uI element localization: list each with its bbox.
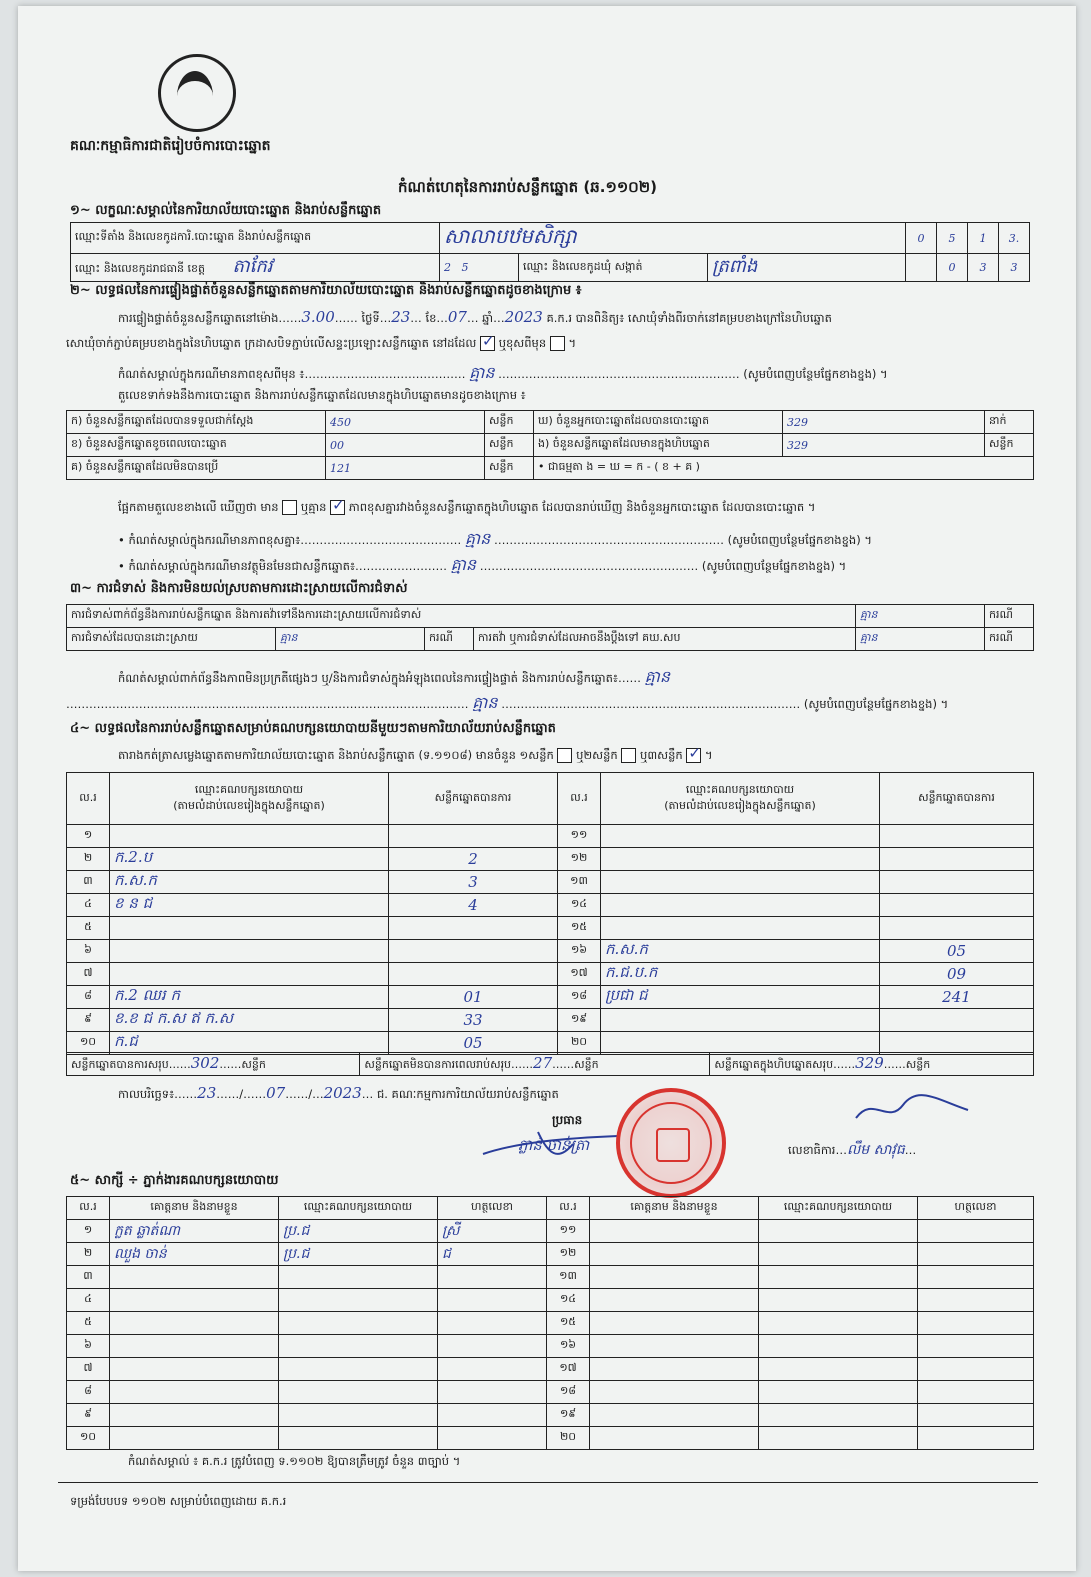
commune-code-digit: 3: [999, 254, 1030, 282]
province-value: តាកែវ: [232, 256, 273, 277]
witness-name: [110, 1427, 279, 1450]
row-number: ១៩: [558, 1009, 601, 1032]
row-number: ២: [67, 1243, 110, 1266]
row-number: ២០: [547, 1427, 590, 1450]
witness-body: [67, 1220, 1034, 1450]
party-name: [601, 848, 880, 871]
witness-name: [110, 1289, 279, 1312]
row-number: ១៧: [558, 963, 601, 986]
party-name: ក.ជ: [110, 1032, 389, 1055]
valid-votes: [880, 825, 1034, 848]
row-number: ៧: [67, 963, 110, 986]
party-name: ប្រជា ជ: [601, 986, 880, 1009]
witness-signature: ជ: [438, 1243, 547, 1266]
row-number: ៦: [67, 940, 110, 963]
party-name: ក.ស.ក: [601, 940, 880, 963]
secretary-name: លឹម សាវុធ: [846, 1142, 905, 1158]
row-number: ៧: [67, 1358, 110, 1381]
figures-intro: តួលេខទាក់ទងនឹងការបោះឆ្នោត និងការរាប់សន្លឹកឆ្នោតដែលមានក្នុងហិបឆ្នោតមានដូចខាងក្រោម ៖: [118, 388, 526, 402]
witness-signature: [918, 1220, 1034, 1243]
row-number: ៣: [67, 1266, 110, 1289]
party-name: [601, 1009, 880, 1032]
section1-table: [70, 222, 1030, 282]
valid-votes: [389, 917, 558, 940]
resolved-objections-count: គ្មាន: [276, 628, 425, 651]
table-row: [67, 1009, 1034, 1032]
valid-votes: [880, 871, 1034, 894]
row-number: ៦: [67, 1335, 110, 1358]
witness-name: [590, 1404, 759, 1427]
row-number: ៣: [67, 871, 110, 894]
table-row: [67, 1358, 1034, 1381]
table-row: [67, 1381, 1034, 1404]
witness-signature: [438, 1427, 547, 1450]
footer-divider: [58, 1482, 1038, 1483]
ballot-figures-table: ក) ចំនួនសន្លឹកឆ្នោតដែលបានទទួលជាក់ស្ដែង 450 សន្លឹក ឃ) ចំនួនអ្នកបោះឆ្នោតដែលបានបោះឆ្នោត 329 នាក់ ខ) ចំនួនសន្លឹកឆ្នោតខូចពេលបោះឆ្នោត 00 សន្លឹក ង) ចំនួនសន្លឹកឆ្នោតដែលមានក្នុងហិបឆ្នោត 329 សន្លឹក គ) ចំនួនសន្លឹកឆ្នោតដែលមិនបានប្រើ 121 សន្លឹក • ជាធម្មតា ង = ឃ = ក - ( ខ + គ ): [66, 410, 1034, 480]
irregularity-note-line: កំណត់សម្គាល់ពាក់ព័ន្ធនឹងភាពមិនប្រក្រតីផ្សេងៗ ឬ/និងការជំទាស់ក្នុងអំឡុងពេលនៃការផ្ទៀងផ្ទាត់ និងការរាប់សន្លឹកឆ្នោត៖…… គ្មាន: [118, 667, 670, 686]
total-invalid-cell: សន្លឹកឆ្នោតមិនបានការពេលរាប់សរុប……27……សន្លឹក: [360, 1053, 710, 1076]
valid-votes: [880, 894, 1034, 917]
witness-name: [590, 1427, 759, 1450]
witness-name: [590, 1335, 759, 1358]
valid-votes: 33: [389, 1009, 558, 1032]
witness-name: [110, 1404, 279, 1427]
witness-name: [110, 1312, 279, 1335]
formula-note: • ជាធម្មតា ង = ឃ = ក - ( ខ + គ ): [534, 457, 1034, 480]
no-difference-checkbox[interactable]: [330, 500, 345, 515]
witness-party: [279, 1335, 438, 1358]
party-name: ខ.ខ ជ ក.ស ឥ ក.ស: [110, 1009, 389, 1032]
province-label: ឈ្មោះ និងលេខកូដរាជធានី ខេត្ត តាកែវ: [71, 254, 440, 282]
station-label: ឈ្មោះទីតាំង និងលេខកូដការិ.បោះឆ្នោត និងរាប់សន្លឹកឆ្នោត: [71, 223, 440, 254]
secretary-line: លេខាធិការ…លឹម សាវុធ…: [788, 1142, 917, 1158]
row-number: ១៨: [558, 986, 601, 1009]
table-row: [67, 894, 1034, 917]
tally-sheet-line: តារាងកត់ត្រាសម្លេងឆ្នោតតាមការិយាល័យបោះឆ្នោត និងរាប់សន្លឹកឆ្នោត (ទ.១១០៨) មានចំនួន ១សន្លឹក ឬ២សន្លឹក ឬ៣សន្លឹក ✓ ។: [118, 748, 713, 765]
row-number: ១៨: [547, 1381, 590, 1404]
has-difference-checkbox[interactable]: [282, 500, 297, 515]
commune-value: ត្រពាំង: [708, 254, 906, 282]
totals-table: [66, 1052, 1034, 1076]
valid-votes: [880, 917, 1034, 940]
witness-name: [590, 1312, 759, 1335]
witness-signature: [438, 1404, 547, 1427]
witness-party: [759, 1358, 918, 1381]
valid-votes: 05: [880, 940, 1034, 963]
witness-party: [759, 1243, 918, 1266]
two-sheets-checkbox[interactable]: [621, 748, 636, 763]
form-title: កំណត់ហេតុនៃការរាប់សន្លឹកឆ្នោត (ឆ.១១០២): [398, 178, 658, 196]
witness-table: ល.រ គោត្តនាម និងនាមខ្លួន ឈ្មោះគណបក្សនយោបាយ ហត្ថលេខា ល.រ គោត្តនាម និងនាមខ្លួន ឈ្មោះគណបក្សនយោបាយ ហត្ថលេខា ១ ក្លត ឆ្លាត់ណា ប្រ.ជ ស្រី ១១ ២ ឈួង ចាន់ ប្រ.ជ ជ ១២ ៣ ១៣ ៤ ១៤ ៥ ១៥ ៦ ១៦ ៧ ១៧ ៨ ១៨ ៩ ១៩ ១០ ២០: [66, 1196, 1034, 1450]
row-number: ៩: [67, 1404, 110, 1427]
table-row: [67, 1427, 1034, 1450]
witness-name: [110, 1381, 279, 1404]
row-number: ១៣: [558, 871, 601, 894]
station-code-digit: 3.: [999, 223, 1030, 254]
party-name: ក.2 ឈរ ក: [110, 986, 389, 1009]
row-number: ១: [67, 825, 110, 848]
witness-signature: ស្រី: [438, 1220, 547, 1243]
row-number: ១៦: [558, 940, 601, 963]
section3-heading: ៣~ ការជំទាស់ និងការមិនយល់ស្របតាមការដោះស្រាយលើការជំទាស់: [70, 581, 408, 596]
witness-party: [279, 1358, 438, 1381]
table-row: [67, 963, 1034, 986]
row-number: ៨: [67, 986, 110, 1009]
valid-votes: [389, 825, 558, 848]
witness-signature: [438, 1266, 547, 1289]
table-row: [67, 917, 1034, 940]
witness-name: [590, 1220, 759, 1243]
one-sheet-checkbox[interactable]: [557, 748, 572, 763]
row-number: ១១: [547, 1220, 590, 1243]
witness-party: [759, 1289, 918, 1312]
row-number: ១០: [67, 1427, 110, 1450]
witness-party: [279, 1404, 438, 1427]
station-code-digit: 5: [937, 223, 968, 254]
objections-count: គ្មាន: [856, 605, 985, 628]
valid-votes: [389, 963, 558, 986]
total-invalid-value: 27: [533, 1054, 553, 1072]
table-row: [67, 940, 1034, 963]
valid-votes: [880, 1009, 1034, 1032]
witness-party: [279, 1289, 438, 1312]
spoiled-ballots-value: 00: [326, 434, 485, 457]
station-code-digit: 0: [906, 223, 937, 254]
witness-name: [110, 1358, 279, 1381]
party-name: ក.ជ.ប.ក: [601, 963, 880, 986]
witness-party: [759, 1427, 918, 1450]
witness-party: [759, 1381, 918, 1404]
witness-name: [110, 1266, 279, 1289]
witness-signature: [918, 1404, 1034, 1427]
witness-party: [279, 1427, 438, 1450]
row-number: ៥: [67, 1312, 110, 1335]
witness-name: [590, 1289, 759, 1312]
nec-emblem-icon: [158, 54, 236, 132]
witness-signature: [918, 1427, 1034, 1450]
witness-party: ប្រ.ជ: [279, 1220, 438, 1243]
party-name: [110, 940, 389, 963]
section4-heading: ៤~ លទ្ធផលនៃការរាប់សន្លឹកឆ្នោតសម្រាប់គណបក្សនយោបាយនីមួយៗតាមការិយាល័យរាប់សន្លឹកឆ្នោត: [70, 721, 556, 736]
table-row: [67, 1404, 1034, 1427]
ballots-in-box-value: 329: [783, 434, 985, 457]
footer-note: កំណត់សម្គាល់ ៖ គ.ក.រ ត្រូវបំពេញ ទ.១១០២ ឱ្យបានត្រឹមត្រូវ ចំនួន ៣ច្បាប់ ។: [128, 1454, 461, 1468]
results-body: [67, 825, 1034, 1055]
total-box-value: 329: [855, 1054, 884, 1072]
row-number: ១៤: [558, 894, 601, 917]
witness-party: [759, 1220, 918, 1243]
table-row: [67, 1266, 1034, 1289]
party-name: [110, 963, 389, 986]
witness-signature: [438, 1312, 547, 1335]
witness-name: [590, 1358, 759, 1381]
row-number: ១៥: [547, 1312, 590, 1335]
irregularity-note-line-2: …………………………………………………………………………………………… គ្មាន …………………………………………………………………… (សូមបំពេញបន្ថែមផ្នែកខាងខ្នង) ។: [66, 693, 949, 712]
total-box-cell: សន្លឹកឆ្នោតក្នុងហិបឆ្នោតសរុប……329……សន្លឹក: [710, 1053, 1034, 1076]
row-number: ១១: [558, 825, 601, 848]
valid-votes: 2: [389, 848, 558, 871]
party-name: [110, 825, 389, 848]
chair-signature-name: ភ្លាន់ ចាន់ត្រា: [518, 1136, 590, 1154]
witness-signature: [918, 1289, 1034, 1312]
witness-party: [279, 1266, 438, 1289]
party-name: [110, 917, 389, 940]
table-row: [67, 986, 1034, 1009]
date-line: កាលបរិច្ឆេទ៖……23……/……07……/…2023… ជ. គណៈកម្មការការិយាល័យរាប់សន្លឹកឆ្នោត: [118, 1084, 559, 1102]
party-name: ខ ន ជ: [110, 894, 389, 917]
table-row: [67, 1220, 1034, 1243]
witness-party: [759, 1335, 918, 1358]
witness-signature: [918, 1243, 1034, 1266]
row-number: ១០: [67, 1032, 110, 1055]
row-number: ១២: [547, 1243, 590, 1266]
section1-heading: ១~ លក្ខណៈសម្គាល់នៃការិយាល័យបោះឆ្នោត និងរាប់សន្លឹកឆ្នោត: [70, 203, 382, 218]
party-name: [601, 917, 880, 940]
row-number: ៤: [67, 894, 110, 917]
table-row: [67, 1312, 1034, 1335]
form-reference: ទម្រង់បែបបទ ១១០២ សម្រាប់បំពេញដោយ គ.ក.រ: [70, 1494, 287, 1508]
valid-votes: 3: [389, 871, 558, 894]
witness-signature: [438, 1358, 547, 1381]
row-number: ២០: [558, 1032, 601, 1055]
row-number: ១៩: [547, 1404, 590, 1427]
valid-votes: 4: [389, 894, 558, 917]
valid-votes: 01: [389, 986, 558, 1009]
change-note-line: កំណត់សម្គាល់ក្នុងករណីមានភាពខុសពីមុន ៖…………………………………… គ្មាន ……………………………………………………… (សូមបំពេញបន្ថែមផ្នែកខាងខ្នង) ។: [118, 363, 888, 382]
valid-votes: 05: [389, 1032, 558, 1055]
unchanged-checkbox[interactable]: [480, 336, 495, 351]
station-code-digit: 1: [968, 223, 999, 254]
witness-name: [590, 1266, 759, 1289]
table-row: [67, 1243, 1034, 1266]
foreign-object-note-line: • កំណត់សម្គាល់ក្នុងករណីមានវត្ថុមិនមែនជាសន្លឹកឆ្នោត៖…………………… គ្មាន ………………………………………………… (សូមបំពេញបន្ថែមផ្នែកខាងខ្នង) ។: [118, 555, 847, 574]
witness-signature: [918, 1335, 1034, 1358]
table-row: [67, 1335, 1034, 1358]
unused-ballots-value: 121: [326, 457, 485, 480]
witness-party: [279, 1312, 438, 1335]
form-page: [18, 6, 1076, 1571]
party-name: [601, 825, 880, 848]
party-name: [601, 871, 880, 894]
row-number: ១៧: [547, 1358, 590, 1381]
witness-party: ប្រ.ជ: [279, 1243, 438, 1266]
official-seal-icon: [616, 1088, 726, 1198]
witness-party: [759, 1312, 918, 1335]
row-number: ១៥: [558, 917, 601, 940]
results-table: ល.រ ឈ្មោះគណបក្សនយោបាយ (តាមលំដាប់លេខរៀងក្នុងសន្លឹកឆ្នោត) សន្លឹកឆ្នោតបានការ ល.រ ឈ្មោះគណបក្សនយោបាយ (តាមលំដាប់លេខរៀងក្នុងសន្លឹកឆ្នោត) សន្លឹកឆ្នោតបានការ ១ ១១ ២ ក.2.ប 2 ១២ ៣ ក.ស.ក 3 ១៣ ៤ ខ ន ជ 4 ១៤ ៥ ១៥ ៦ ១៦ ក.ស.ក 05 ៧ ១៧ ក.ជ.ប.ក 09 ៨ ក.2 ឈរ ក 01 ១៨ ប្រជា ជ 241 ៩ ខ.ខ ជ ក.ស ឥ ក.ស 33 ១៩ ១០ ក.ជ 05 ២០: [66, 772, 1034, 1055]
witness-name: [110, 1335, 279, 1358]
seal-check-line: សោឃុំចាក់ភ្ជាប់គម្របខាងក្នុងនៃហិបឆ្នោត ក្រដាសបិទភ្ជាប់លើសន្ទះប្រឡោះសន្លឹកឆ្នោត នៅដដែល ✓ ឬខុសពីមុន ។: [66, 336, 576, 353]
station-value: សាលាបឋមសិក្សា: [440, 223, 906, 254]
row-number: ៩: [67, 1009, 110, 1032]
witness-party: [759, 1266, 918, 1289]
valid-votes: 09: [880, 963, 1034, 986]
party-name: [601, 894, 880, 917]
commune-code-digit: 3: [968, 254, 999, 282]
witness-signature: [918, 1358, 1034, 1381]
table-row: [67, 848, 1034, 871]
difference-note-line: • កំណត់សម្គាល់ក្នុងករណីមានភាពខុសគ្នា៖…………………………………… គ្មាន …………………………………………………… (សូមបំពេញបន្ថែមផ្នែកខាងខ្នង) ។: [118, 529, 872, 548]
commune-label: ឈ្មោះ និងលេខកូដឃុំ សង្កាត់: [519, 254, 708, 282]
witness-signature: [438, 1335, 547, 1358]
witness-signature: [438, 1381, 547, 1404]
valid-votes: 241: [880, 986, 1034, 1009]
row-number: ១: [67, 1220, 110, 1243]
witness-name: ឈួង ចាន់: [110, 1243, 279, 1266]
section5-heading: ៥~ សាក្សី ÷ ភ្នាក់ងារគណបក្សនយោបាយ: [70, 1173, 279, 1188]
witness-signature: [918, 1266, 1034, 1289]
row-number: ២: [67, 848, 110, 871]
row-number: ៥: [67, 917, 110, 940]
valid-votes: [389, 940, 558, 963]
organization-name: គណៈកម្មាធិការជាតិរៀបចំការបោះឆ្នោត: [70, 138, 271, 154]
section2-heading: ២~ លទ្ធផលនៃការផ្ទៀងផ្ទាត់ចំនួនសន្លឹកឆ្នោតតាមការិយាល័យបោះឆ្នោត និងរាប់សន្លឹកឆ្នោតដូចខាងក្រោម ៖: [70, 283, 582, 298]
witness-signature: [918, 1381, 1034, 1404]
row-number: ១៤: [547, 1289, 590, 1312]
party-name: ក.2.ប: [110, 848, 389, 871]
voters-value: 329: [783, 411, 985, 434]
witness-name: [590, 1381, 759, 1404]
objections-table: ការជំទាស់ពាក់ព័ន្ធនឹងការរាប់សន្លឹកឆ្នោត និងការតវ៉ាទៅនឹងការដោះស្រាយលើការជំទាស់ គ្មាន ករណី ការជំទាស់ដែលបានដោះស្រាយ គ្មាន ករណី ការតវ៉ា ឬការជំទាស់ដែលអាចនឹងប្ដឹងទៅ គឃ.សប គ្មាន ករណី: [66, 604, 1034, 651]
row-number: ៤: [67, 1289, 110, 1312]
appealable-objections-count: គ្មាន: [856, 628, 985, 651]
witness-name: [590, 1243, 759, 1266]
row-number: ១២: [558, 848, 601, 871]
table-row: [67, 1289, 1034, 1312]
verification-time-line: ការផ្ទៀងផ្ទាត់ចំនួនសន្លឹកឆ្នោតនៅម៉ោង……3.00…… ថ្ងៃទី…23… ខែ…07… ឆ្នាំ…2023 គ.ក.រ បានពិនិត្យ៖ សោឃុំទាំងពីរចាក់នៅគម្របខាងក្រៅនៃហិបឆ្នោត: [118, 308, 832, 326]
row-number: ៨: [67, 1381, 110, 1404]
party-name: ក.ស.ក: [110, 871, 389, 894]
three-sheets-checkbox[interactable]: [686, 748, 701, 763]
difference-line: ផ្អែកតាមតួលេខខាងលើ ឃើញថា មាន ឬគ្មាន ✓ ភាពខុសគ្នារវាងចំនួនសន្លឹកឆ្នោតក្នុងហិបឆ្នោត ដែលបានរាប់ឃើញ និងចំនួនអ្នកបោះឆ្នោត ដែលបានបោះឆ្នោត ។: [118, 500, 815, 517]
witness-party: [279, 1381, 438, 1404]
row-number: ១៣: [547, 1266, 590, 1289]
witness-signature: [918, 1312, 1034, 1335]
witness-name: ក្លត ឆ្លាត់ណា: [110, 1220, 279, 1243]
chair-label: ប្រធាន: [552, 1113, 583, 1127]
chair-signature-icon: [478, 1124, 628, 1164]
province-code: 2 5: [440, 254, 519, 282]
valid-votes: [880, 848, 1034, 871]
witness-party: [759, 1404, 918, 1427]
witness-signature: [438, 1289, 547, 1312]
commune-code-digit: 0: [937, 254, 968, 282]
row-number: ១៦: [547, 1335, 590, 1358]
total-valid-cell: សន្លឹកឆ្នោតបានការសរុប……302……សន្លឹក: [67, 1053, 360, 1076]
table-row: [67, 871, 1034, 894]
changed-checkbox[interactable]: [550, 336, 565, 351]
table-row: [67, 825, 1034, 848]
total-valid-value: 302: [190, 1054, 220, 1072]
ballots-received-value: 450: [326, 411, 485, 434]
secretary-signature-icon: [848, 1090, 978, 1130]
